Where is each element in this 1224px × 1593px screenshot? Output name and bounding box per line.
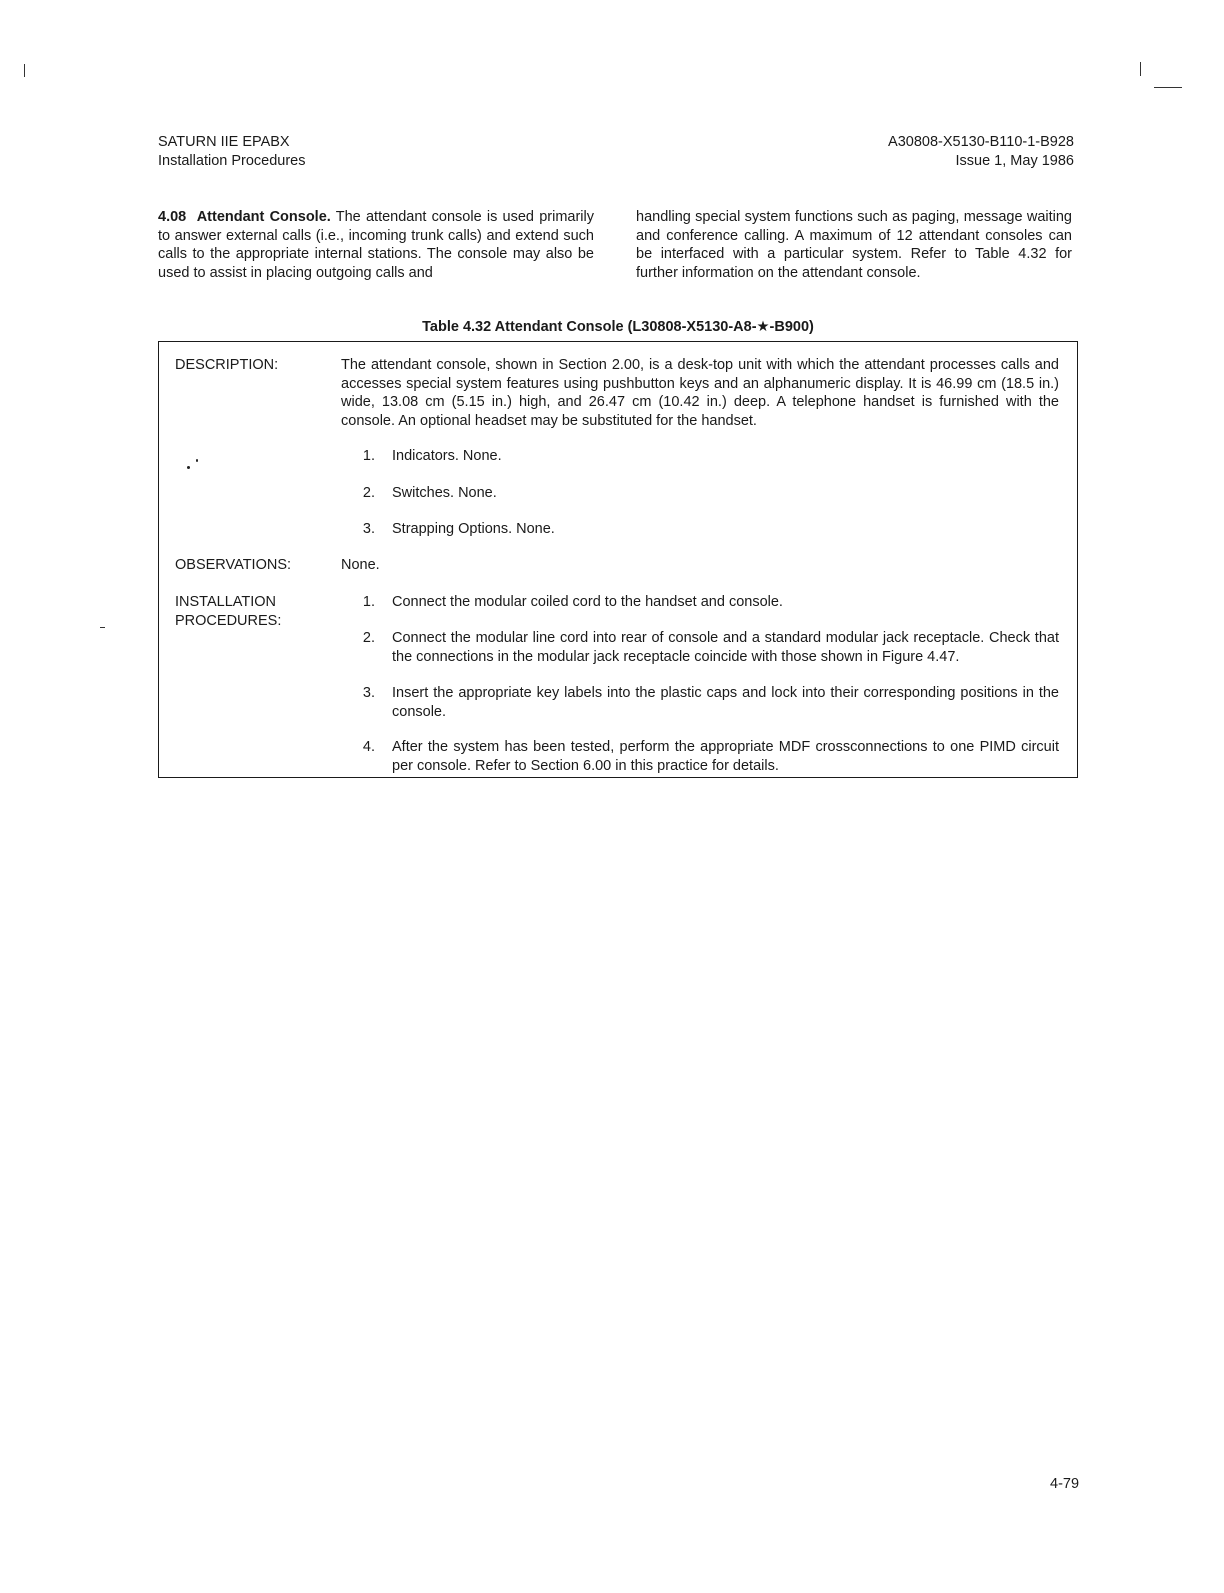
item-number: 1. xyxy=(362,448,375,464)
section-number: 4.08 xyxy=(158,209,187,225)
item-text: Strapping Options. None. xyxy=(392,521,555,537)
scan-mark xyxy=(24,64,25,77)
step-number: 4. xyxy=(362,739,375,755)
section-title: Attendant Console. xyxy=(196,209,331,225)
document-number: A30808-X5130-B110-1-B928 xyxy=(888,134,1074,150)
observations-label: OBSERVATIONS: xyxy=(175,557,292,573)
product-name: SATURN IIE EPABX xyxy=(158,134,290,150)
issue-date: Issue 1, May 1986 xyxy=(955,153,1074,169)
intro-text-right: handling special system functions such as paging, message waiting and conference calling. A maximum of 12 attendant consoles can be interfaced with a particular system. Refer to Table 4.32 for further information on the attendant console. xyxy=(636,209,1072,281)
table-caption: Table 4.32 Attendant Console (L30808-X5130-A8-★-B900) xyxy=(422,319,814,335)
scan-mark xyxy=(100,627,105,628)
item-number: 3. xyxy=(362,521,375,537)
running-header-left xyxy=(158,133,306,171)
installation-label xyxy=(175,593,281,630)
observations-text: None. xyxy=(341,557,380,573)
step-text: After the system has been tested, perform the appropriate MDF crossconnections to one PIMD circuit per console. Refer to Section 6.00 in this practice for details. xyxy=(392,739,1059,774)
intro-column-left xyxy=(158,208,594,282)
item-number: 2. xyxy=(362,485,375,501)
installation-step xyxy=(341,684,1059,721)
attendant-console-table xyxy=(158,341,1078,778)
step-number: 2. xyxy=(362,630,375,646)
installation-label-line: PROCEDURES: xyxy=(175,612,282,629)
description-item xyxy=(341,447,1059,466)
scan-mark xyxy=(1140,62,1141,76)
description-text: The attendant console, shown in Section 2.00, is a desk-top unit with which the attendant processes calls and accesses special system features using pushbutton keys and an alphanumeric display. It is 46.99 cm (18.5 in.) wide, 13.08 cm (5.15 in.) high, and 26.47 cm (10.42 in.) deep. A telephone handset is furnished with the console. An optional headset may be substituted for the handset. xyxy=(341,357,1059,429)
installation-label-line: INSTALLATION xyxy=(175,594,276,610)
installation-step xyxy=(341,738,1059,775)
intro-column-right xyxy=(636,208,1072,282)
scan-mark xyxy=(1154,87,1182,88)
step-text: Insert the appropriate key labels into the plastic caps and lock into their corresponding positions in the console. xyxy=(392,685,1059,720)
installation-step xyxy=(341,629,1059,666)
step-number: 3. xyxy=(362,685,375,701)
item-text: Switches. None. xyxy=(392,485,497,501)
page-number: 4-79 xyxy=(1050,1476,1080,1492)
intro-text-left: The attendant console is used primarily to answer external calls (i.e., incoming trunk calls) and extend such calls to the appropriate internal stations. The console may also be used to assist in placing outgoing calls and xyxy=(158,209,594,281)
running-header-right xyxy=(888,133,1074,171)
installation-step xyxy=(341,593,1059,612)
step-text: Connect the modular coiled cord to the handset and console. xyxy=(392,594,783,610)
description-item xyxy=(341,520,1059,539)
step-number: 1. xyxy=(362,594,375,610)
item-text: Indicators. None. xyxy=(392,448,502,464)
step-text: Connect the modular line cord into rear of console and a standard modular jack receptacle. Check that the connections in the modular jack receptacle coincide with those shown in Figure 4.47. xyxy=(392,630,1059,665)
description-label: DESCRIPTION: xyxy=(175,357,279,373)
description-item xyxy=(341,484,1059,503)
document-section: Installation Procedures xyxy=(158,153,306,169)
